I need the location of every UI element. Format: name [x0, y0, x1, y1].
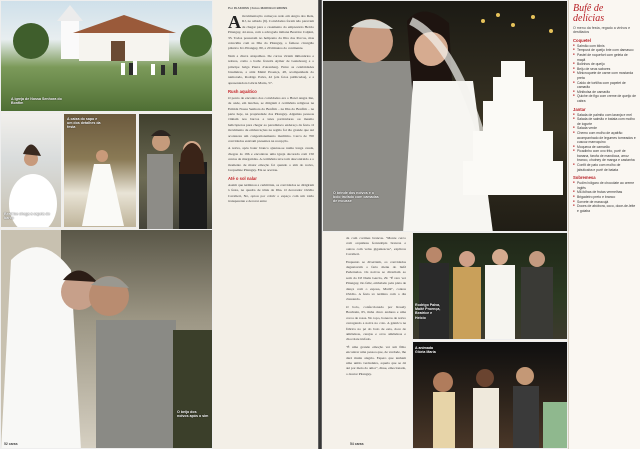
menu-item: ■ Minicroquete de carne com mostarda preta [573, 71, 636, 80]
menu-list-coquetel [573, 44, 636, 104]
article-paragraph: A noiva, após bater branco ajustou-se numa longa cauda, chegou às 19h e encontrou uma igreja decorada com 150 centos de margaridas. A cerimônia teve tom descontraído e o momento de maior emoção foi quando o sim do noivo, Jacqueline Pitanguy. Ela se acertou. [228, 146, 314, 172]
article-paragraph: O bolo, confeccionado por Rosely Boubrein, 65, tinha cinco andares e uma coroa de rosas. No topo, bonecos de noivo carregando a noiva no colo. A gástrica na fábrica no pé do bolo de esta, doce de amêndoas, cerejas e ovos amêndoas e chocolate trufado. [346, 304, 406, 342]
photo-dancing [412, 341, 568, 449]
menu-item: ■ Salada verde [573, 126, 636, 131]
menu-item: ■ Brigadeiro preto e branco [573, 195, 636, 200]
church-illustration [1, 1, 213, 112]
article-paragraph: O ponto de encontro dos convidados era o Hotel Angra Inn, de onde, em lanchas, se dirigiam à cerimônia religiosa na Ermida Nossa Senhora do Bonfim – na Ilha do Bonfim – na parte hoje, na propriedade dos Pitanguy. Algumas pessoas vinham nos barcos e iates particulares ou mesmo helicópteros para chegar ao paradisíaco endereço da festa. O movimento de embarcações na região foi tão grande que até aconteceu um congestionamento marítimo. Cerca de 700 convidados estavam presentes na recepção. [228, 95, 314, 143]
photo-guests-couple [138, 113, 213, 243]
page-folio: 52 caras [4, 442, 18, 446]
menu-item: ■ Confit de pato com molho de jabuticaba e purê de batata [573, 163, 636, 172]
photo-caption: Beatrice chega à capela de barco [4, 212, 50, 221]
menu-item: ■ Pastel de roquefort com geleia de maçã [573, 53, 636, 62]
photo-boat [0, 113, 62, 228]
menu-item: ■ Minibolsa de camarão [573, 90, 636, 95]
menu-item: ■ Doces de abóbora, coco, doce-de-leite e goiaba [573, 204, 636, 213]
photo-cake-box [63, 113, 137, 228]
photo-toast-cake [322, 0, 568, 232]
photo-caption: O brinde dos noivos e o bolo trufado com camadas de mousse [333, 191, 379, 204]
section-heading: Até o sol nalar [228, 176, 257, 182]
menu-item: ■ Salada de palmito com laranja e mel [573, 113, 636, 118]
bride-illustration [1, 114, 62, 228]
page-folio: 54 caras [350, 442, 364, 446]
menu-item: ■ Sorvete de maracujá [573, 200, 636, 205]
menu-item: ■ Quiche de figo com creme de queijo de cabra [573, 94, 636, 103]
menu-item: ■ Caldo de tortilha com papelet de camarão [573, 81, 636, 90]
menu-item: ■ Pudim bólgaro de chocolate ao creme inglês [573, 181, 636, 190]
drop-cap: A [228, 14, 241, 32]
article-paragraph: "É uma grande emoção ver um filho encontrar uma pessoa que, de verdade, lhe dará muita alegria. Espero que tenham uma união verdadeira, aquela que se dá até por meio do amor", disse, emocionada, o doutor Pitanguy. [346, 344, 406, 376]
dancing-illustration [413, 342, 568, 449]
photo-caption: Rodrigo Paiva, Maitê Proença, Beatrice e Helcio [415, 303, 441, 320]
photo-caption: A caixa do sapo e um dos detalhes da festa [67, 117, 101, 130]
menu-list-sobremesa [573, 181, 636, 213]
photo-kiss [0, 229, 213, 449]
article-paragraph: da com cortinas brancas. "Monte cerco com orquídeas fecundópis brancas e outros com velas gigantescas", explicou Cavalieri. [346, 236, 406, 257]
photo-church [0, 0, 213, 112]
menu-title: Bufê de delícias [573, 3, 605, 24]
article-paragraph: Enquanto se divertiam, os convidados degustavam o farto menu do bufê Pedernelos. Os noivos se divertiam ao som do DJ Duda Garcia, 29. "É raro ver Pitanguy, tão feliz, embalado pela pista de dança com o esposa, Marlê", contou Ovídio. A festa só termina com o dia clareando. [346, 259, 406, 302]
section-heading: Rush aquático [228, 89, 257, 95]
article-paragraph: Nem a chuva atrapalhou. De carros viriam milionários e nobres, como o barão francês Aymar de Gunsbourg e o príncipe belga Pierre d'Arenberg. Entre as celebridades brasileiras, a atriz Maitê Proença, 48, acompanhada do namorado, Rodrigo Paiva, 42 (ela fotos publicadas), e a apresentadora Glória Maria, 57. [228, 53, 314, 85]
menu-list-jantar [573, 113, 636, 173]
couple-illustration [139, 114, 213, 243]
menu-item: ■ Beiju de seus sabores [573, 67, 636, 72]
menu-section-title: Jantar [573, 106, 586, 112]
menu-item: ■ Tempurá de queijo brie com damasco [573, 48, 636, 53]
menu-item: ■ Moqueca de camarão [573, 145, 636, 150]
group-illustration [413, 233, 568, 340]
bride-walk-illustration [64, 114, 137, 228]
menu-item: ■ Salada de salmão e batata com molho de iogurte [573, 117, 636, 126]
menu-section-title: Sobremesa [573, 175, 596, 181]
photo-caption: A animada Glória Maria [415, 346, 436, 355]
menu-sidebar [568, 0, 640, 449]
photo-caption: A igreja de Nossa Senhora do Bonfim [11, 97, 62, 106]
article-paragraph: movimentação começou cedo em Angra dos Reis, RJ, no sábado (9). Convidados foram não paravam de chegar para o casamento do empresário Helcio Pitanguy, 44 anos, com a advogada italiana Beatrice Calpini, 33. Todos pousaram no heliponto da Ilha dos Porcos, mas coincidiu com as Ilha do Pitanguy, o famoso cirurgião plástico Ivo Pitanguy, 80, a 20 minutos do continente. [228, 14, 314, 51]
article-column-2 [346, 236, 406, 441]
menu-item: ■ Chemo com molho de açafrão acompanhado de legumes torneados e cuscuz marroquino [573, 131, 636, 145]
left-page [0, 0, 318, 449]
menu-item: ■ Bolinhos de queijo [573, 62, 636, 67]
byline: Por IN AKIOSS | Fotos MARCELO BRUNS [228, 6, 288, 10]
photo-group [412, 232, 568, 340]
menu-item: ■ Salmão com blinis [573, 44, 636, 49]
menu-item: ■ Mil-folhas de frutas vermelhas [573, 190, 636, 195]
menu-section-title: Coquetel [573, 37, 591, 43]
article-paragraph: Assim que terminou a cerimônia, os convidados se dirigiram à festa, na quadra de tênis da Ilha. O decorador Ovídio Cavalieri, Nó, optou por cobrir o espaço com um toldo transparente e decorar entre [228, 182, 314, 203]
menu-item: ■ Picadinho com ovo frito, purê de banana, farofa de mandioca, arroz branco, chutney de manga e castanha [573, 149, 636, 163]
photo-caption: O beijo dos noivos após o sim [177, 410, 209, 419]
menu-intro: O menu da festa, regado a vinhos e destilados [573, 26, 631, 35]
article-column-1 [228, 14, 314, 439]
